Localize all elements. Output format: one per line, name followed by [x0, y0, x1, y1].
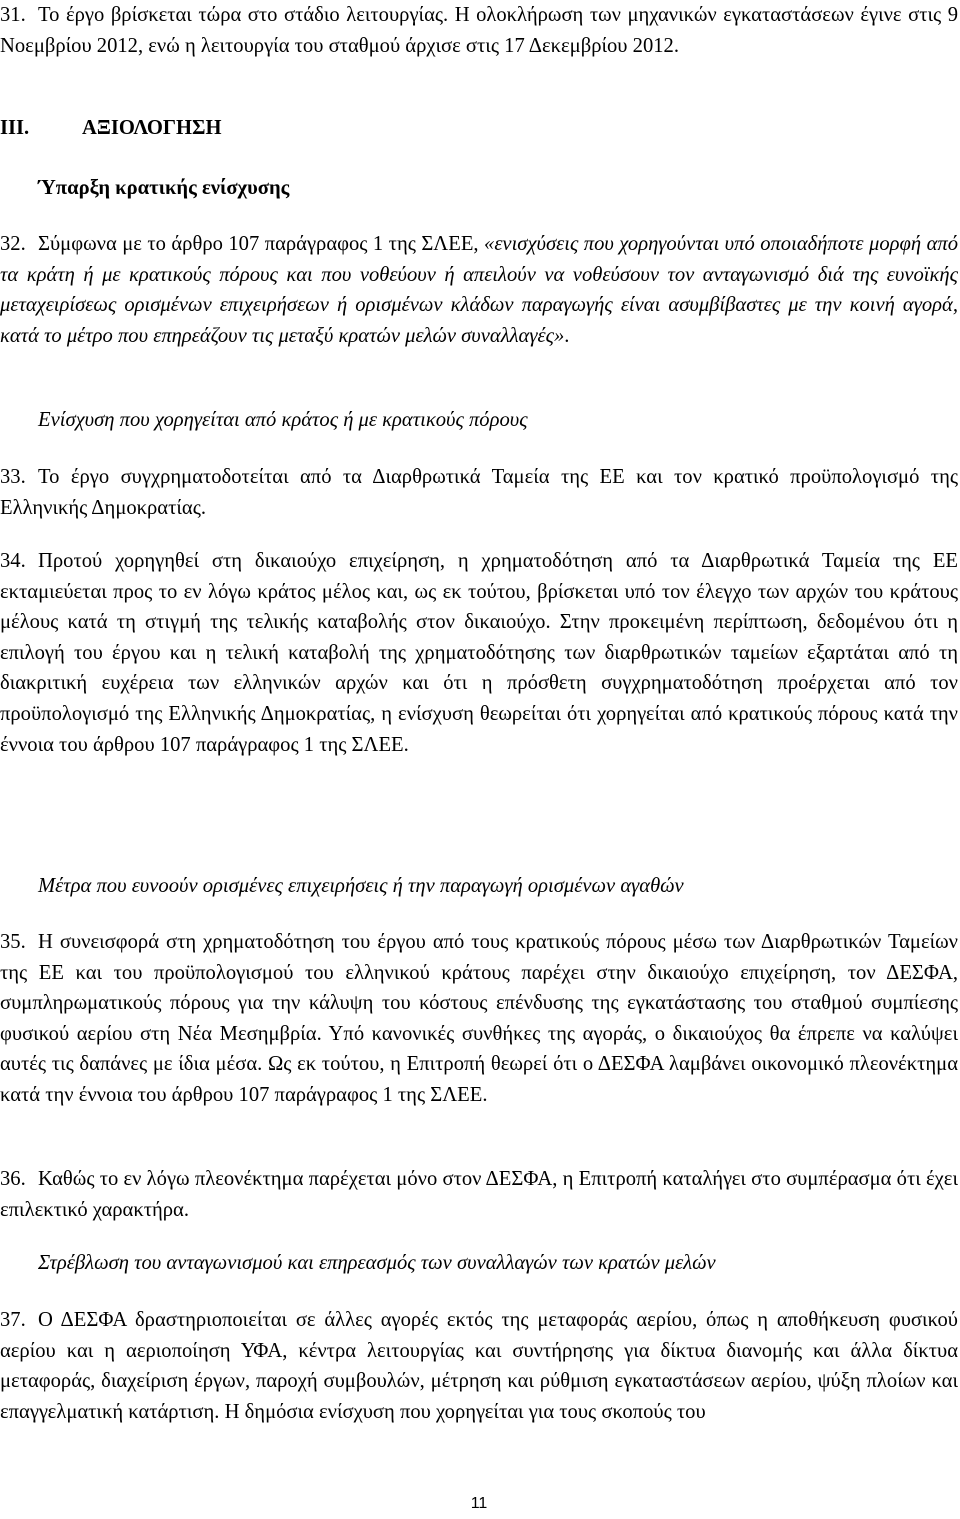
page-number: 11 — [470, 1495, 488, 1512]
paragraph-31 — [0, 0, 958, 61]
subheading-advantage: Μέτρα που ευνοούν ορισμένες επιχειρήσεις ή την παραγωγή ορισμένων αγαθών — [38, 875, 684, 897]
paragraph-number: 37. — [0, 1309, 26, 1331]
section-title: ΑΞΙΟΛΟΓΗΣΗ — [82, 117, 222, 139]
paragraph-lead: Σύμφωνα με το άρθρο 107 παράγραφος 1 της ΣΛΕΕ, — [38, 233, 485, 255]
paragraph-text: Καθώς το εν λόγω πλεονέκτημα παρέχεται μόνο στον ΔΕΣΦΑ, η Επιτροπή καταλήγει στο συμπέρασμα ότι έχει επιλεκτικό χαρακτήρα. — [0, 1168, 958, 1221]
paragraph-text: Προτού χορηγηθεί στη δικαιούχο επιχείρηση, η χρηματοδότηση από τα Διαρθρωτικά Ταμεία της ΕΕ εκταμιεύεται προς το εν λόγω κράτος μέλος και, ως εκ τούτου, βρίσκεται υπό τον έλεγχο των αρχών του κράτους μέλους κατά τη στιγμή της τελικής καταβολής στον δικαιούχο. Στην προκειμένη περίπτωση, δεδομένου ότι η επιλογή του έργου και η τελική καταβολή της χρηματοδότησης των διαρθρωτικών ταμείων εξαρτάται από τη διακριτική ευχέρεια των ελληνικών αρχών και ότι η πρόσθετη συγχρηματοδότηση προέρχεται από τον προϋπολογισμό της Ελληνικής Δημοκρατίας, η ενίσχυση θεωρείται ότι χορηγείται από κρατικούς πόρους κατά την έννοια του άρθρου 107 παράγραφος 1 της ΣΛΕΕ. — [0, 550, 958, 756]
paragraph-34 — [0, 546, 958, 760]
paragraph-number: 32. — [0, 233, 26, 255]
paragraph-number: 31. — [0, 4, 26, 26]
section-subtitle: Ύπαρξη κρατικής ενίσχυσης — [38, 177, 290, 199]
paragraph-32 — [0, 229, 958, 351]
paragraph-number: 33. — [0, 466, 26, 488]
paragraph-number: 35. — [0, 931, 26, 953]
paragraph-37 — [0, 1305, 958, 1427]
subheading-distortion: Στρέβλωση του ανταγωνισμού και επηρεασμός των συναλλαγών των κρατών μελών — [38, 1252, 716, 1274]
subheading-state-resources: Ενίσχυση που χορηγείται από κράτος ή με κρατικούς πόρους — [38, 409, 528, 431]
paragraph-35 — [0, 927, 958, 1111]
paragraph-text: Ο ΔΕΣΦΑ δραστηριοποιείται σε άλλες αγορές εκτός της μεταφοράς αερίου, όπως η αποθήκευση φυσικού αερίου και η αεριοποίηση ΥΦΑ, κέντρα λειτουργίας και συντήρησης για δίκτυα διανομής και άλλα δίκτυα μεταφοράς, διαχείριση έργων, παροχή συμβουλών, μέτρηση και ρύθμιση εγκαταστάσεων αερίου, ψύξη πλοίων και επαγγελματική κατάρτιση. Η δημόσια ενίσχυση που χορηγείται για τους σκοπούς του — [0, 1309, 958, 1423]
section-number: III. — [0, 117, 30, 139]
paragraph-36 — [0, 1164, 958, 1225]
paragraph-number: 36. — [0, 1168, 26, 1190]
paragraph-tail: . — [564, 324, 570, 347]
paragraph-number: 34. — [0, 550, 26, 572]
paragraph-33 — [0, 462, 958, 523]
paragraph-text: Το έργο βρίσκεται τώρα στο στάδιο λειτουργίας. Η ολοκλήρωση των μηχανικών εγκαταστάσεων έγινε στις 9 Νοεμβρίου 2012, ενώ η λειτουργία του σταθμού άρχισε στις 17 Δεκεμβρίου 2012. — [0, 4, 958, 57]
treaty-quote: «ενισχύσεις που χορηγούνται υπό οποιαδήποτε μορφή από τα κράτη ή με κρατικούς πόρους και που νοθεύουν ή απειλούν να νοθεύσουν τον ανταγωνισμό διά της ευνοϊκής μεταχειρίσεως ορισμένων επιχειρήσεων ή ορισμένων κλάδων παραγωγής είναι ασυμβίβαστες με την κοινή αγορά, κατά το μέτρο που επηρεάζουν τις μεταξύ κρατών μελών συναλλαγές» — [0, 233, 958, 347]
paragraph-text: Η συνεισφορά στη χρηματοδότηση του έργου από τους κρατικούς πόρους μέσω των Διαρθρωτικών Ταμείων της ΕΕ και του προϋπολογισμού του ελληνικού κράτους παρέχει στην δικαιούχο επιχείρηση, τον ΔΕΣΦΑ, συμπληρωματικούς πόρους για την κάλυψη του κόστους επένδυσης της εγκατάστασης του σταθμού συμπίεσης φυσικού αερίου στη Νέα Μεσημβρία. Υπό κανονικές συνθήκες της αγοράς, ο δικαιούχος θα έπρεπε να καλύψει αυτές τις δαπάνες με ίδια μέσα. Ως εκ τούτου, η Επιτροπή θεωρεί ότι ο ΔΕΣΦΑ λαμβάνει οικονομικό πλεονέκτημα κατά την έννοια του άρθρου 107 παράγραφος 1 της ΣΛΕΕ. — [0, 931, 958, 1106]
paragraph-text: Το έργο συγχρηματοδοτείται από τα Διαρθρωτικά Ταμεία της ΕΕ και τον κρατικό προϋπολογισμό της Ελληνικής Δημοκρατίας. — [0, 466, 958, 519]
